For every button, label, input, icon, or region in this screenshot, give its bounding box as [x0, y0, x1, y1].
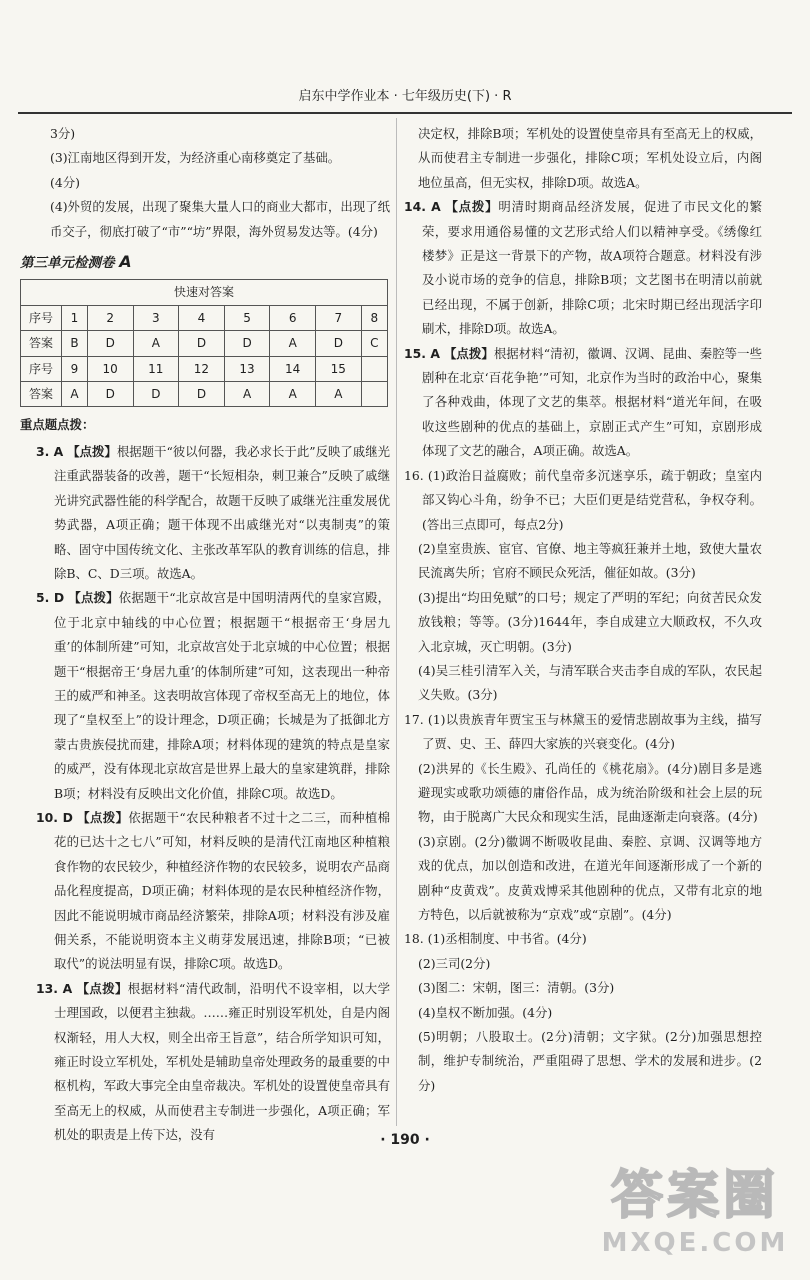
table-cell: D	[87, 331, 133, 356]
explanation-item	[36, 977, 390, 1148]
table-cell: 序号	[21, 305, 62, 330]
table-cell: A	[133, 331, 179, 356]
q18-line: (5)明朝；八股取士。(2分)清朝；文字狱。(2分)加强思想控制，维护专制统治，严重阻碍了思想、学术的发展和进步。(2分)	[418, 1029, 762, 1093]
table-row	[21, 305, 388, 330]
table-cell: 8	[361, 305, 387, 330]
right-column	[404, 122, 762, 1098]
q18-line: (3)图二：宋朝，图三：清朝。(3分)	[418, 980, 615, 996]
continued-answers	[36, 122, 390, 244]
explanation-item	[36, 586, 390, 806]
left-column	[20, 122, 391, 1148]
continued-answer-line: (4分)	[50, 174, 80, 190]
table-cell: 5	[224, 305, 270, 330]
item-text: 根据材料“清初，徽调、汉调、昆曲、秦腔等一些剧种在北京‘百花争艳’”可知，北京作为当时的政治中心，聚集了各种戏曲，体现了文艺的集萃。根据材料“道光年间，在吸收这些剧种的优点的基础上，京剧正式产生”可知，京剧形成体现了文艺的融合，A项正确。故选A。	[422, 345, 762, 459]
hint-tag: 【点拨】	[77, 809, 129, 825]
table-cell: 10	[87, 356, 133, 381]
item-text: 依据题干“北京故宫是中国明清两代的皇家宫殿，位于北京中轴线的中心位置；根据题干“根据帝王‘身居九重’的体制所建”可知，北京故宫处于北京城的中心位置；根据题干“根据帝王‘身居九重’的体制所建”可知，这表现出一种帝王的威严和神圣。这表明故宫体现了帝权至高无上的地位，体现了“皇权至上”的设计理念，D项正确；长城是为了抵御北方蒙古贵族侵扰而建，排除A项；材料体现的建筑的特点是皇家的威严，没有体现北京故宫是世界上最大的皇家建筑群，排除B项；材料没有反映出文化价值，排除C项。故选D。	[54, 590, 390, 801]
table-cell	[361, 382, 387, 407]
table-row	[21, 382, 388, 407]
continued-explanation: 决定权，排除B项；军机处的设置使皇帝具有至高无上的权威，从而使君主专制进一步强化，排除C项；军机处设立后，内阁地位虽高，但无实权，排除D项。故选A。	[418, 126, 762, 190]
table-cell: 14	[270, 356, 316, 381]
table-cell: 序号	[21, 356, 62, 381]
table-cell: 15	[316, 356, 362, 381]
table-cell: D	[179, 331, 225, 356]
table-cell: 2	[87, 305, 133, 330]
table-row	[21, 331, 388, 356]
q16-line: 16. (1)政治日益腐败；前代皇帝多沉迷享乐，疏于朝政；皇室内部又钩心斗角，纷争不已；大臣们更是结党营私，争权夺利。(答出三点即可，每点2分)	[404, 467, 762, 532]
table-cell: A	[270, 331, 316, 356]
hint-tag: 【点拨】	[443, 345, 494, 361]
column-divider	[396, 118, 397, 1126]
table-cell: 9	[62, 356, 88, 381]
table-cell	[361, 356, 387, 381]
q17-line: (2)洪昇的《长生殿》、孔尚任的《桃花扇》。(4分)剧目多是逃避现实或歌功颂德的庸俗作品，成为统治阶级和社会上层的玩物，由于脱离广大民众和现实生活，昆曲逐渐走向衰落。(4分)	[418, 760, 762, 825]
table-cell: C	[361, 331, 387, 356]
question-18	[404, 927, 762, 1098]
hint-tag: 【点拨】	[445, 199, 499, 215]
q16-line: (3)提出“均田免赋”的口号；规定了严明的军纪；向贫苦民众发放钱粮；等等。(3分)1644年，李自成建立大顺政权，不久攻入北京城，灭亡明朝。(3分)	[418, 589, 762, 654]
table-cell: 3	[133, 305, 179, 330]
table-cell: 答案	[21, 331, 62, 356]
section-heading: 重点题点拨：	[20, 417, 95, 433]
table-cell: D	[133, 382, 179, 407]
table-cell: A	[62, 382, 88, 407]
table-cell: 答案	[21, 382, 62, 407]
table-cell: A	[270, 382, 316, 407]
item-number: 3. A	[36, 443, 64, 459]
q16-line: (2)皇室贵族、宦官、官僚、地主等疯狂兼并土地，致使大量农民流离失所；官府不顾民众死活，催征如故。(3分)	[418, 540, 762, 581]
explanation-item	[404, 195, 762, 341]
table-cell: D	[316, 331, 362, 356]
table-cell: 1	[62, 305, 88, 330]
q18-line: (2)三司(2分)	[418, 955, 491, 971]
item-number: 10. D	[36, 809, 73, 825]
unit-title-text: 第三单元检测卷	[20, 255, 115, 272]
table-cell: D	[224, 331, 270, 356]
table-cell: B	[62, 331, 88, 356]
hint-tag: 【点拨】	[76, 980, 128, 996]
item-number: 15. A	[404, 345, 440, 361]
explanation-list-right	[404, 195, 762, 463]
item-text: 根据题干“彼以何器，我必求长于此”反映了戚继光注重武器装备的改善，题干“长短相杂，刺卫兼合”反映了戚继光讲究武器性能的科学配合，故题干反映了戚继光注重发展优势武器，A项正确；题干体现不出戚继光对“以夷制夷”的策略、固守中国传统文化、主张改革军队的教育训练的信息，排除B、C、D三项。故选A。	[54, 443, 390, 581]
table-cell: D	[179, 382, 225, 407]
explanation-item	[404, 342, 762, 464]
header-rule	[18, 112, 792, 114]
hint-tag: 【点拨】	[68, 590, 119, 606]
q18-line: 18. (1)丞相制度、中书省。(4分)	[404, 931, 587, 947]
page-number: · 190 ·	[380, 1132, 430, 1148]
question-16	[404, 464, 762, 708]
continued-answer-line: (3)江南地区得到开发，为经济重心南移奠定了基础。	[50, 150, 341, 166]
q18-line: (4)皇权不断加强。(4分)	[418, 1004, 553, 1020]
unit-version: A	[119, 252, 132, 272]
continued-answer-line: 3分)	[50, 126, 76, 141]
answer-table-caption: 快速对答案	[21, 280, 388, 305]
q16-line: (4)吴三桂引清军入关，与清军联合夹击李自成的军队，农民起义失败。(3分)	[418, 662, 762, 703]
explanation-item	[36, 440, 390, 586]
q17-line: 17. (1)以贵族青年贾宝玉与林黛玉的爱情悲剧故事为主线，描写了贾、史、王、薛四大家族的兴衰变化。(4分)	[404, 711, 762, 752]
explanation-item	[36, 806, 390, 977]
table-cell: A	[316, 382, 362, 407]
item-number: 5. D	[36, 590, 65, 606]
table-cell: 12	[179, 356, 225, 381]
explanation-list	[36, 440, 390, 1148]
watermark-main: 答案圈	[610, 1166, 779, 1226]
table-row	[21, 356, 388, 381]
continued-answer-line: (4)外贸的发展，出现了聚集大量人口的商业大都市，出现了纸币交子，彻底打破了“市”“坊”界限，海外贸易发达等。(4分)	[50, 199, 390, 239]
item-text: 根据材料“清代政制，沿明代不设宰相，以大学士理国政，以便君主独裁。……雍正时别设军机处，自是内阁权渐轻，用人大权，则全出帝王旨意”，结合所学知识可知，雍正时设立军机处，军机处是辅助皇帝处理政务的最重要的中枢机构，军政大事完全由皇帝裁决。军机处的设置使皇帝具有至高无上的权威，从而使君主专制进一步强化，A项正确；军机处的职责是上传下达，没有	[54, 980, 390, 1143]
question-17	[404, 708, 762, 928]
running-header: 启东中学作业本 · 七年级历史(下) · R	[298, 89, 512, 104]
item-number: 14. A	[404, 199, 441, 215]
answer-table	[20, 279, 388, 407]
item-text: 依据题干“农民种粮者不过十之二三，而种植棉花的已达十之七八”可知，材料反映的是清代江南地区种植粮食作物的农民较少，种植经济作物的农民较多，说明农产品商品化程度提高，D项正确；材料体现的是农民种植经济作物，因此不能说明城市商品经济繁荣，排除A项；材料没有涉及雇佣关系，不能说明资本主义萌芽发展迅速，排除B项；“已被取代”的说法明显有误，排除C项。故选D。	[54, 809, 391, 972]
table-cell: 4	[179, 305, 225, 330]
table-cell: 13	[224, 356, 270, 381]
item-number: 13. A	[36, 980, 73, 996]
q17-line: (3)京剧。(2分)徽调不断吸收昆曲、秦腔、京调、汉调等地方戏的优点，加以创造和改进，在道光年间逐渐形成了一个新的剧种“皮黄戏”。皮黄戏博采其他剧种的优点，又带有北京的地方特色，以后就被称为“京戏”或“京剧”。(4分)	[418, 833, 762, 922]
table-cell: D	[87, 382, 133, 407]
watermark-logo	[590, 1164, 800, 1274]
table-cell: A	[224, 382, 270, 407]
unit-title	[20, 250, 390, 275]
table-cell: 7	[316, 305, 362, 330]
hint-tag: 【点拨】	[67, 443, 117, 459]
item-text: 明清时期商品经济发展，促进了市民文化的繁荣，要求用通俗易懂的文艺形式给人们以精神享受。《绣像红楼梦》正是这一背景下的产物，故A项符合题意。材料没有涉及小说市场的竞争的信息，排除B项；文艺图书在明清以前就已经出现，不属于创新，排除C项；北宋时期已经出现活字印刷术，排除D项。故选A。	[422, 199, 763, 337]
table-cell: 11	[133, 356, 179, 381]
table-cell: 6	[270, 305, 316, 330]
watermark-sub: MXQE.COM	[601, 1228, 789, 1258]
